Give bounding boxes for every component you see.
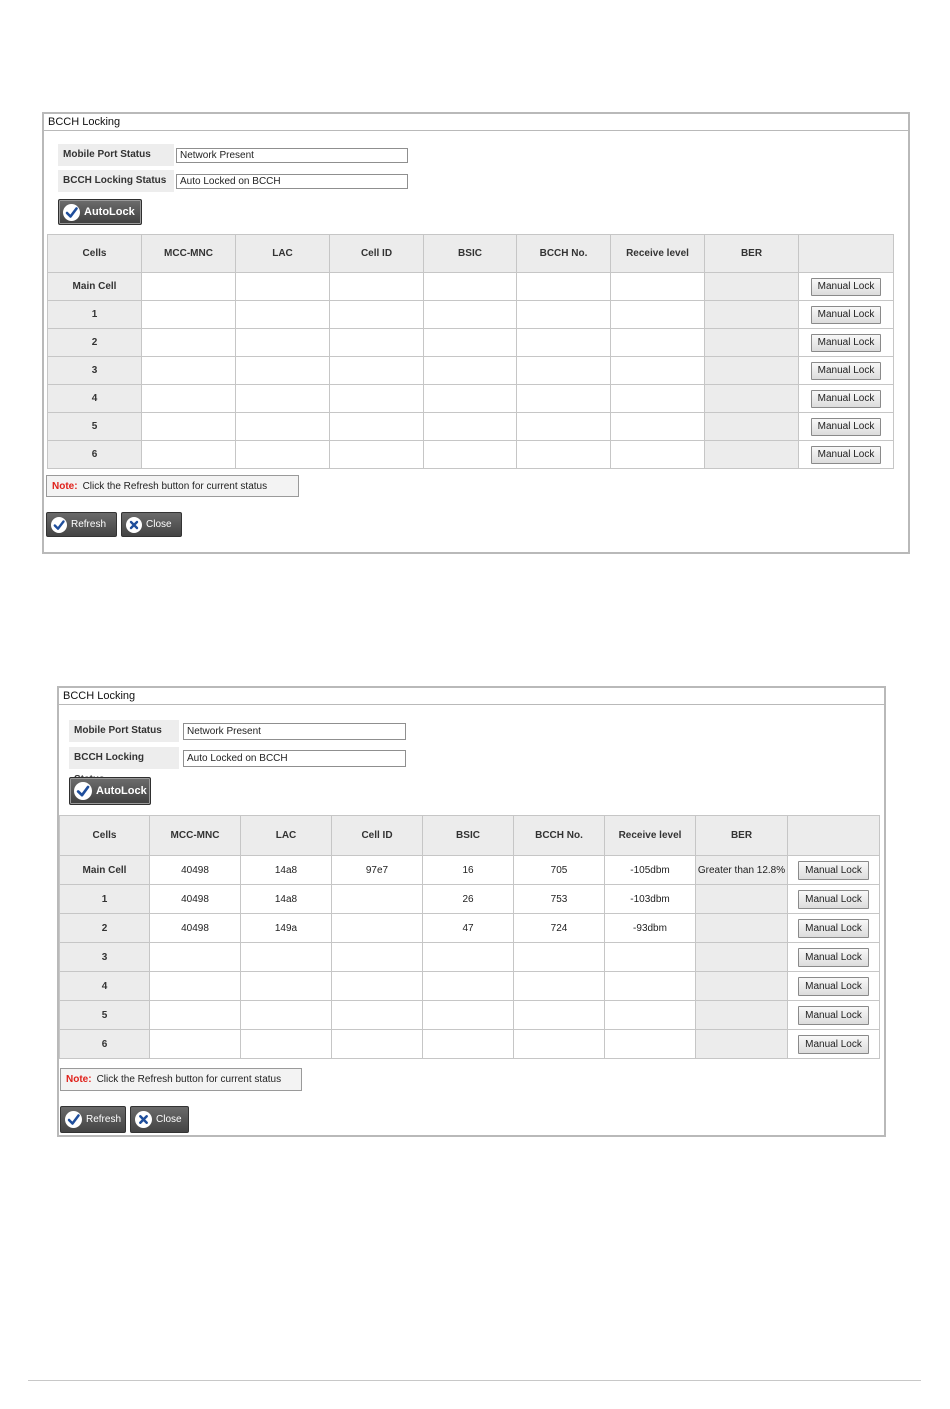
refresh-label: Refresh bbox=[71, 519, 107, 530]
action-cell bbox=[788, 914, 880, 943]
manual-lock-button[interactable]: Manual Lock bbox=[798, 948, 869, 967]
action-cell bbox=[799, 385, 894, 413]
col-header-cells: Cells bbox=[60, 816, 150, 856]
receive-level-cell: -103dbm bbox=[605, 885, 696, 914]
cell-label: 3 bbox=[48, 357, 142, 385]
col-header-cells: Cells bbox=[48, 235, 142, 273]
note-box bbox=[46, 475, 299, 497]
cell-label: 4 bbox=[48, 385, 142, 413]
note-box bbox=[60, 1068, 302, 1091]
mcc-mnc-cell bbox=[142, 329, 236, 357]
close-button[interactable] bbox=[121, 512, 182, 537]
bcch-locking-status-row bbox=[69, 747, 406, 769]
col-header-bcch-no: BCCH No. bbox=[517, 235, 611, 273]
manual-lock-button[interactable]: Manual Lock bbox=[811, 418, 882, 436]
manual-lock-button[interactable]: Manual Lock bbox=[798, 861, 869, 880]
col-header-lac: LAC bbox=[236, 235, 330, 273]
bcch-no-cell bbox=[517, 357, 611, 385]
mcc-mnc-cell: 40498 bbox=[150, 914, 241, 943]
action-cell bbox=[788, 856, 880, 885]
mobile-port-status-row bbox=[69, 720, 406, 742]
col-header-ber: BER bbox=[696, 816, 788, 856]
table-row bbox=[60, 1030, 880, 1059]
ber-cell bbox=[696, 1030, 788, 1059]
bsic-cell bbox=[424, 385, 517, 413]
cell-id-cell bbox=[330, 329, 424, 357]
bcch-no-cell: 753 bbox=[514, 885, 605, 914]
cell-id-cell bbox=[330, 413, 424, 441]
note-label: Note: bbox=[66, 1074, 92, 1085]
cell-id-cell bbox=[332, 1001, 423, 1030]
bcch-no-cell: 724 bbox=[514, 914, 605, 943]
lac-cell bbox=[236, 301, 330, 329]
close-label: Close bbox=[156, 1114, 182, 1125]
bsic-cell bbox=[424, 413, 517, 441]
bcch-no-cell: 705 bbox=[514, 856, 605, 885]
table-row bbox=[60, 943, 880, 972]
cell-label: 5 bbox=[60, 1001, 150, 1030]
bcch-locking-status-field[interactable] bbox=[176, 174, 408, 189]
cell-label: 2 bbox=[60, 914, 150, 943]
table-row bbox=[48, 413, 894, 441]
action-cell bbox=[799, 329, 894, 357]
table-row bbox=[48, 441, 894, 469]
mcc-mnc-cell bbox=[142, 273, 236, 301]
bcch-locking-status-label: BCCH Locking Status bbox=[58, 170, 174, 192]
refresh-button[interactable] bbox=[46, 512, 117, 537]
autolock-label: AutoLock bbox=[84, 206, 135, 218]
autolock-label: AutoLock bbox=[96, 785, 147, 797]
ber-cell: Greater than 12.8% bbox=[696, 856, 788, 885]
lac-cell: 14a8 bbox=[241, 856, 332, 885]
bsic-cell bbox=[423, 1001, 514, 1030]
checkmark-icon bbox=[74, 782, 92, 800]
cell-label: 4 bbox=[60, 972, 150, 1001]
table-row bbox=[48, 385, 894, 413]
receive-level-cell bbox=[611, 329, 705, 357]
col-header-ber: BER bbox=[705, 235, 799, 273]
cell-id-cell bbox=[332, 914, 423, 943]
col-header-cell-id: Cell ID bbox=[330, 235, 424, 273]
receive-level-cell bbox=[611, 273, 705, 301]
manual-lock-button[interactable]: Manual Lock bbox=[811, 278, 882, 296]
ber-cell bbox=[705, 329, 799, 357]
receive-level-cell bbox=[605, 943, 696, 972]
receive-level-cell bbox=[611, 357, 705, 385]
bsic-cell bbox=[424, 329, 517, 357]
col-header-action bbox=[788, 816, 880, 856]
refresh-button[interactable] bbox=[60, 1106, 126, 1133]
col-header-receive-level: Receive level bbox=[611, 235, 705, 273]
bcch-no-cell bbox=[514, 1030, 605, 1059]
table-header-row bbox=[60, 816, 880, 856]
ber-cell bbox=[696, 1001, 788, 1030]
cell-id-cell bbox=[330, 385, 424, 413]
table-row bbox=[48, 301, 894, 329]
mobile-port-status-field[interactable] bbox=[183, 723, 406, 740]
col-header-bsic: BSIC bbox=[424, 235, 517, 273]
ber-cell bbox=[696, 914, 788, 943]
cell-label: Main Cell bbox=[48, 273, 142, 301]
cell-id-cell bbox=[332, 1030, 423, 1059]
mcc-mnc-cell: 40498 bbox=[150, 856, 241, 885]
lac-cell bbox=[241, 1030, 332, 1059]
col-header-bcch-no: BCCH No. bbox=[514, 816, 605, 856]
ber-cell bbox=[705, 357, 799, 385]
table-row bbox=[60, 914, 880, 943]
manual-lock-button[interactable]: Manual Lock bbox=[798, 919, 869, 938]
bsic-cell: 16 bbox=[423, 856, 514, 885]
cell-label: 6 bbox=[60, 1030, 150, 1059]
cells-table bbox=[59, 815, 880, 1059]
ber-cell bbox=[705, 301, 799, 329]
action-cell bbox=[799, 441, 894, 469]
mobile-port-status-row bbox=[58, 144, 408, 166]
mobile-port-status-label: Mobile Port Status bbox=[69, 720, 179, 742]
bcch-no-cell bbox=[517, 301, 611, 329]
table-row bbox=[60, 885, 880, 914]
mcc-mnc-cell bbox=[142, 413, 236, 441]
bcch-locking-panel-1 bbox=[42, 112, 910, 554]
bsic-cell bbox=[424, 301, 517, 329]
manual-lock-button[interactable]: Manual Lock bbox=[798, 1035, 869, 1054]
col-header-receive-level: Receive level bbox=[605, 816, 696, 856]
action-cell bbox=[799, 301, 894, 329]
bsic-cell bbox=[423, 972, 514, 1001]
receive-level-cell bbox=[611, 301, 705, 329]
bcch-no-cell bbox=[514, 972, 605, 1001]
mobile-port-status-field[interactable] bbox=[176, 148, 408, 163]
action-cell bbox=[788, 972, 880, 1001]
bsic-cell bbox=[424, 357, 517, 385]
cell-id-cell bbox=[332, 972, 423, 1001]
bcch-locking-status-field[interactable] bbox=[183, 750, 406, 767]
action-cell bbox=[799, 357, 894, 385]
mcc-mnc-cell bbox=[142, 441, 236, 469]
table-row bbox=[60, 972, 880, 1001]
col-header-mcc-mnc: MCC-MNC bbox=[142, 235, 236, 273]
table-row bbox=[60, 1001, 880, 1030]
close-icon bbox=[126, 517, 142, 533]
bcch-no-cell bbox=[517, 385, 611, 413]
manual-lock-button[interactable]: Manual Lock bbox=[798, 890, 869, 909]
action-cell bbox=[799, 273, 894, 301]
cell-id-cell bbox=[330, 357, 424, 385]
checkmark-icon bbox=[63, 204, 80, 221]
receive-level-cell bbox=[611, 441, 705, 469]
close-button[interactable] bbox=[130, 1106, 189, 1133]
col-header-cell-id: Cell ID bbox=[332, 816, 423, 856]
bcch-locking-status-label: BCCH Locking bbox=[69, 747, 179, 769]
cell-label: Main Cell bbox=[60, 856, 150, 885]
manual-lock-button[interactable]: Manual Lock bbox=[811, 390, 882, 408]
cells-table bbox=[47, 234, 894, 469]
bsic-cell bbox=[423, 1030, 514, 1059]
bcch-no-cell bbox=[517, 441, 611, 469]
lac-cell: 149a bbox=[241, 914, 332, 943]
mcc-mnc-cell: 40498 bbox=[150, 885, 241, 914]
col-header-lac: LAC bbox=[241, 816, 332, 856]
manual-lock-button[interactable]: Manual Lock bbox=[811, 334, 882, 352]
table-header-row bbox=[48, 235, 894, 273]
manual-lock-button[interactable]: Manual Lock bbox=[811, 446, 882, 464]
table-row bbox=[60, 856, 880, 885]
receive-level-cell bbox=[611, 385, 705, 413]
bcch-no-cell bbox=[514, 943, 605, 972]
receive-level-cell bbox=[605, 1001, 696, 1030]
ber-cell bbox=[696, 943, 788, 972]
cell-label: 1 bbox=[48, 301, 142, 329]
cell-id-cell bbox=[330, 301, 424, 329]
ber-cell bbox=[705, 273, 799, 301]
receive-level-cell: -93dbm bbox=[605, 914, 696, 943]
lac-cell bbox=[241, 943, 332, 972]
table-row bbox=[48, 329, 894, 357]
note-text: Click the Refresh button for current status bbox=[96, 1074, 282, 1085]
manual-lock-button[interactable]: Manual Lock bbox=[798, 1006, 869, 1025]
mcc-mnc-cell bbox=[150, 1030, 241, 1059]
action-cell bbox=[788, 1030, 880, 1059]
lac-cell bbox=[236, 441, 330, 469]
lac-cell bbox=[241, 972, 332, 1001]
bcch-locking-panel-2 bbox=[57, 686, 886, 1137]
close-label: Close bbox=[146, 519, 172, 530]
mcc-mnc-cell bbox=[150, 972, 241, 1001]
cell-label: 6 bbox=[48, 441, 142, 469]
bsic-cell: 26 bbox=[423, 885, 514, 914]
action-cell bbox=[788, 885, 880, 914]
bcch-no-cell bbox=[517, 329, 611, 357]
mobile-port-status-label: Mobile Port Status bbox=[58, 144, 174, 166]
cell-label: 5 bbox=[48, 413, 142, 441]
manual-lock-button[interactable]: Manual Lock bbox=[798, 977, 869, 996]
mcc-mnc-cell bbox=[150, 943, 241, 972]
panel-title: BCCH Locking bbox=[44, 114, 908, 131]
ber-cell bbox=[696, 885, 788, 914]
bsic-cell bbox=[423, 943, 514, 972]
ber-cell bbox=[705, 385, 799, 413]
ber-cell bbox=[705, 413, 799, 441]
manual-lock-button[interactable]: Manual Lock bbox=[811, 362, 882, 380]
mcc-mnc-cell bbox=[150, 1001, 241, 1030]
action-cell bbox=[799, 413, 894, 441]
lac-cell bbox=[236, 273, 330, 301]
cell-id-cell bbox=[330, 273, 424, 301]
cell-id-cell: 97e7 bbox=[332, 856, 423, 885]
bcch-no-cell bbox=[514, 1001, 605, 1030]
bsic-cell: 47 bbox=[423, 914, 514, 943]
mcc-mnc-cell bbox=[142, 357, 236, 385]
close-icon bbox=[135, 1111, 152, 1128]
cell-id-cell bbox=[332, 885, 423, 914]
action-cell bbox=[788, 1001, 880, 1030]
lac-cell bbox=[236, 329, 330, 357]
mcc-mnc-cell bbox=[142, 385, 236, 413]
autolock-button[interactable] bbox=[58, 199, 142, 225]
checkmark-icon bbox=[65, 1111, 82, 1128]
action-cell bbox=[788, 943, 880, 972]
ber-cell bbox=[696, 972, 788, 1001]
col-header-bsic: BSIC bbox=[423, 816, 514, 856]
receive-level-cell bbox=[611, 413, 705, 441]
cell-id-cell bbox=[330, 441, 424, 469]
mcc-mnc-cell bbox=[142, 301, 236, 329]
bsic-cell bbox=[424, 273, 517, 301]
panel-title: BCCH Locking bbox=[59, 688, 884, 705]
lac-cell bbox=[236, 385, 330, 413]
bsic-cell bbox=[424, 441, 517, 469]
lac-cell bbox=[236, 357, 330, 385]
receive-level-cell: -105dbm bbox=[605, 856, 696, 885]
lac-cell bbox=[241, 1001, 332, 1030]
note-label: Note: bbox=[52, 480, 78, 492]
lac-cell: 14a8 bbox=[241, 885, 332, 914]
manual-lock-button[interactable]: Manual Lock bbox=[811, 306, 882, 324]
refresh-label: Refresh bbox=[86, 1114, 122, 1125]
checkmark-icon bbox=[51, 517, 67, 533]
footer-divider bbox=[28, 1380, 921, 1381]
col-header-mcc-mnc: MCC-MNC bbox=[150, 816, 241, 856]
table-row bbox=[48, 273, 894, 301]
cell-label: 2 bbox=[48, 329, 142, 357]
col-header-action bbox=[799, 235, 894, 273]
receive-level-cell bbox=[605, 1030, 696, 1059]
bcch-locking-status-row bbox=[58, 170, 408, 192]
cell-id-cell bbox=[332, 943, 423, 972]
note-text: Click the Refresh button for current status bbox=[82, 480, 268, 492]
receive-level-cell bbox=[605, 972, 696, 1001]
bcch-no-cell bbox=[517, 273, 611, 301]
ber-cell bbox=[705, 441, 799, 469]
cell-label: 1 bbox=[60, 885, 150, 914]
autolock-button[interactable] bbox=[69, 777, 151, 805]
bcch-no-cell bbox=[517, 413, 611, 441]
cell-label: 3 bbox=[60, 943, 150, 972]
lac-cell bbox=[236, 413, 330, 441]
table-row bbox=[48, 357, 894, 385]
